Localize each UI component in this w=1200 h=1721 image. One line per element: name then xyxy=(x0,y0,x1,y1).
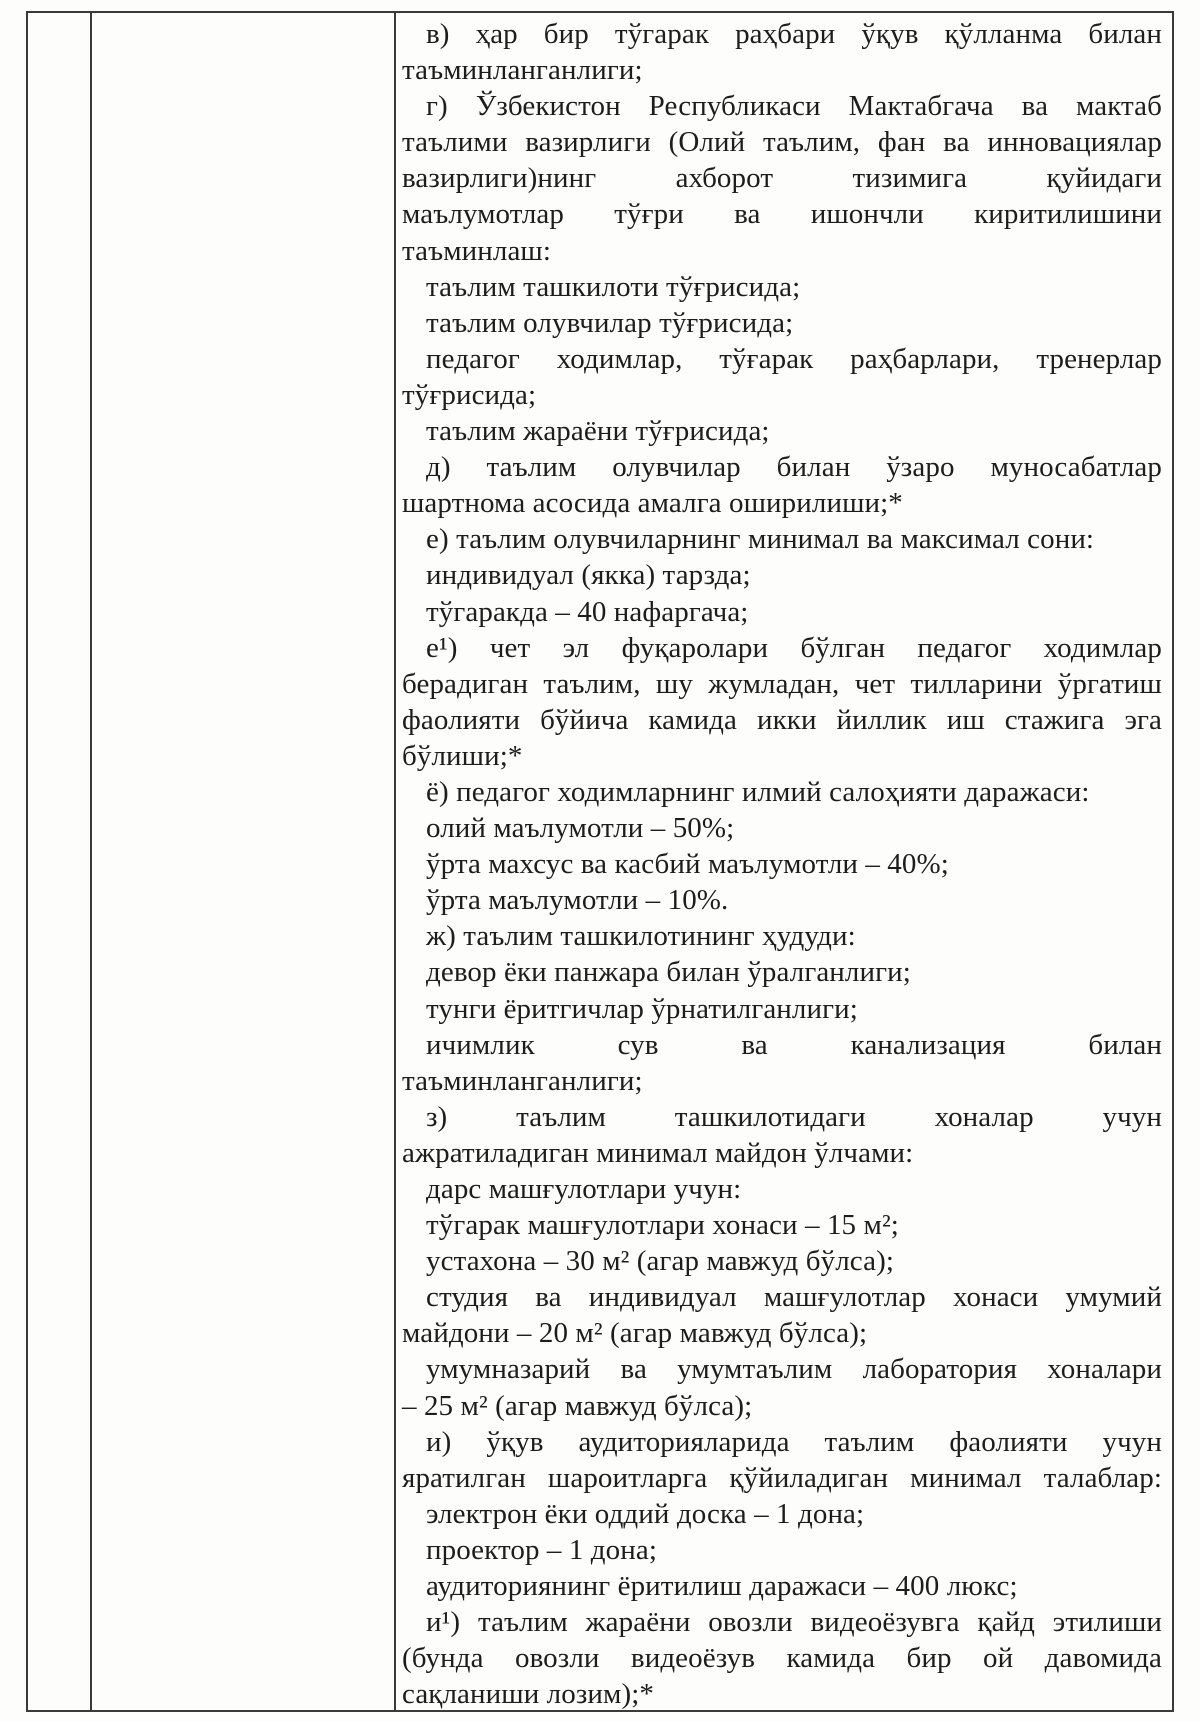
text-line: студия ва индивидуал машғулотлар хонаси умумий xyxy=(426,1281,1162,1314)
text-line: таъминланганлиги; xyxy=(402,54,643,87)
text-line: умумназарий ва умумтаълим лаборатория хоналари xyxy=(426,1353,1162,1386)
text-line: з) таълим ташкилотидаги хоналар учун xyxy=(426,1100,1162,1133)
text-line: шартнома асосида амалга оширилиши;* xyxy=(402,487,903,520)
text-line: берадиган таълим, шу жумладан, чет тилларини ўргатиш xyxy=(402,667,1162,700)
text-line: ё) педагог ходимларнинг илмий салоҳияти даражаси: xyxy=(426,775,1090,808)
text-line: индивидуал (якка) тарзда; xyxy=(426,559,751,592)
text-line: (бунда овозли видеоёзув камида бир ой давомида xyxy=(402,1642,1162,1675)
text-line: ажратиладиган минимал майдон ўлчами: xyxy=(402,1136,914,1169)
text-line: таъминлаш: xyxy=(402,234,552,267)
text-line: ўрта маълумотли – 10%. xyxy=(426,884,729,917)
text-line: таълими вазирлиги (Олий таълим, фан ва инновациялар xyxy=(402,126,1162,159)
text-line: таълим олувчилар тўғрисида; xyxy=(426,306,794,339)
text-line: вазирлиги)нинг ахборот тизимига қуйидаги xyxy=(402,162,1162,195)
table-cell-empty-1 xyxy=(28,13,92,1710)
text-line: девор ёки панжара билан ўралганлиги; xyxy=(426,956,911,989)
text-line: д) таълим олувчилар билан ўзаро муносабатлар xyxy=(426,451,1162,484)
table-cell-requirements-text xyxy=(396,13,1172,1710)
text-line: бўлиши;* xyxy=(402,739,523,772)
text-line: тўгаракда – 40 нафаргача; xyxy=(426,595,749,628)
requirements-table xyxy=(26,11,1174,1712)
text-line: таъминланганлиги; xyxy=(402,1064,643,1097)
text-line: тўгарак машғулотлари хонаси – 15 м²; xyxy=(426,1209,899,1242)
text-line: и) ўқув аудиторияларида таълим фаолияти учун xyxy=(426,1425,1162,1458)
text-line: тунги ёритгичлар ўрнатилганлиги; xyxy=(426,992,858,1025)
text-line: дарс машғулотлари учун: xyxy=(426,1173,742,1205)
text-line: маълумотлар тўғри ва ишончли киритилишини xyxy=(402,198,1162,231)
table-cell-empty-2 xyxy=(92,13,396,1710)
text-line: в) ҳар бир тўгарак раҳбари ўқув қўлланма билан xyxy=(426,18,1162,50)
text-line: и¹) таълим жараёни овозли видеоёзувга қайд этилиши xyxy=(426,1606,1162,1639)
text-line: проектор – 1 дона; xyxy=(426,1533,657,1566)
text-line: – 25 м² (агар мавжуд бўлса); xyxy=(402,1389,753,1422)
text-line: ж) таълим ташкилотининг ҳудуди: xyxy=(426,920,856,953)
text-line: ўрта махсус ва касбий маълумотли – 40%; xyxy=(426,848,949,881)
text-line: сақланиши лозим);* xyxy=(402,1678,654,1710)
text-line: таълим ташкилоти тўғрисида; xyxy=(426,270,801,303)
text-line: аудиториянинг ёритилиш даражаси – 400 люкс; xyxy=(426,1570,1018,1603)
text-line: олий маълумотли – 50%; xyxy=(426,812,735,845)
text-line: майдони – 20 м² (агар мавжуд бўлса); xyxy=(402,1317,868,1350)
text-line: е) таълим олувчиларнинг минимал ва максимал сони: xyxy=(426,523,1095,556)
text-line: фаолияти бўйича камида икки йиллик иш стажига эга xyxy=(402,703,1162,736)
text-line: электрон ёки оддий доска – 1 дона; xyxy=(426,1497,865,1530)
text-line: таълим жараёни тўғрисида; xyxy=(426,415,770,448)
text-line: е¹) чет эл фуқаролари бўлган педагог ходимлар xyxy=(426,631,1162,664)
text-line: ичимлик сув ва канализация билан xyxy=(426,1028,1162,1061)
text-line: устахона – 30 м² (агар мавжуд бўлса); xyxy=(426,1245,894,1278)
text-line: педагог ходимлар, тўғарак раҳбарлари, тренерлар xyxy=(426,342,1162,375)
text-line: тўғрисида; xyxy=(402,378,537,411)
text-line: г) Ўзбекистон Республикаси Мактабгача ва мактаб xyxy=(426,90,1162,123)
text-line: яратилган шароитларга қўйиладиган минимал талаблар: xyxy=(402,1461,1162,1494)
